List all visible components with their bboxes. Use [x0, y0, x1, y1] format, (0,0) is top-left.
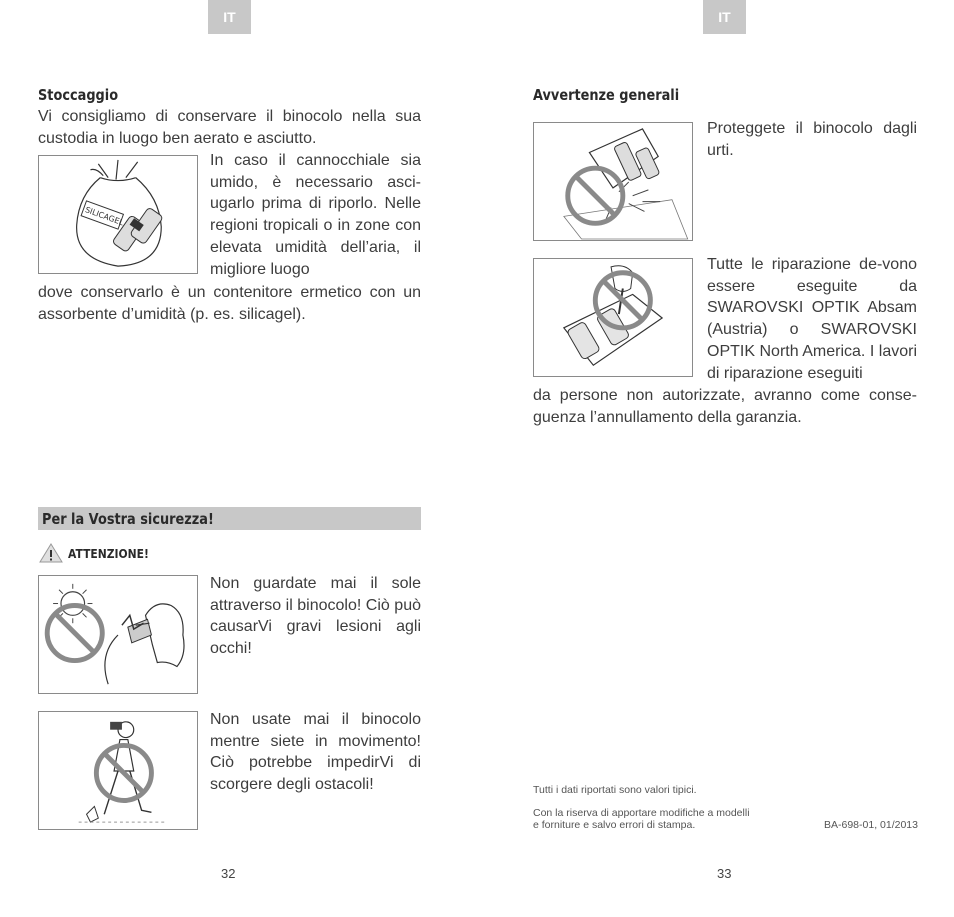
general-title: Avvertenze generali [533, 86, 680, 104]
footer-note-reserve-line1: Con la riserva di apportare modifiche a modelli [533, 807, 750, 819]
warning-label: ATTENZIONE! [68, 546, 149, 561]
walking-warning-text: Non usate mai il binocolo mentre siete in movimento! Ciò potrebbe impedirVi di scorgere degli ostacoli! [210, 711, 421, 794]
sun-warning-text: Non guardate mai il sole attraverso il binocolo! Ciò può causarVi gravi lesioni agli occhi! [210, 575, 421, 658]
warning-triangle-icon [38, 542, 64, 564]
storage-side-text: In caso il cannocchiale sia umido, è necessario asci-ugarlo prima di riporlo. Nelle regioni tropicali o in zone con elevata umidità dell’aria, il migliore luogo [210, 152, 421, 278]
silicagel-label: SILICAGEL [83, 205, 125, 228]
binocular-repair-icon [534, 259, 692, 376]
document-code: BA-698-01, 01/2013 [824, 819, 918, 831]
storage-title: Stoccaggio [38, 86, 119, 104]
sun-binocular-icon [39, 576, 197, 693]
shock-figure [533, 122, 693, 241]
repair-rest-text: da persone non autorizzate, avranno come conse-guenza l’annullamento della garanzia. [533, 387, 917, 426]
repair-side-text: Tutte le riparazione de-vono essere eseguite da SWAROVSKI OPTIK Absam (Austria) o SWAROVSKI OPTIK North America. I lavori di riparazione eseguiti [707, 256, 917, 382]
language-tab-right: IT [703, 0, 746, 34]
language-tab-left: IT [208, 0, 251, 34]
bag-binocular-icon [39, 156, 197, 273]
binocular-impact-icon [534, 123, 692, 240]
storage-line1: Vi consigliamo di conservare il binocolo nella sua [38, 108, 421, 125]
safety-title: Per la Vostra sicurezza! [42, 510, 214, 528]
footer-note-reserve-line2: e forniture e salvo errori di stampa. [533, 819, 696, 831]
footer-note-typical: Tutti i dati riportati sono valori tipici. [533, 784, 697, 796]
storage-line2: custodia in luogo ben aerato e asciutto. [38, 130, 317, 147]
storage-rest-text: dove conservarlo è un contenitore ermetico con un assorbente d’umidità (p. es. silicagel). [38, 284, 421, 323]
page-number-left: 32 [221, 866, 236, 881]
page-number-right: 33 [717, 866, 732, 881]
walking-binocular-icon [39, 712, 197, 829]
repair-figure [533, 258, 693, 377]
walking-warning-figure [38, 711, 198, 830]
sun-warning-figure [38, 575, 198, 694]
shock-text: Proteggete il binocolo dagli urti. [707, 120, 917, 159]
storage-bag-figure [38, 155, 198, 274]
